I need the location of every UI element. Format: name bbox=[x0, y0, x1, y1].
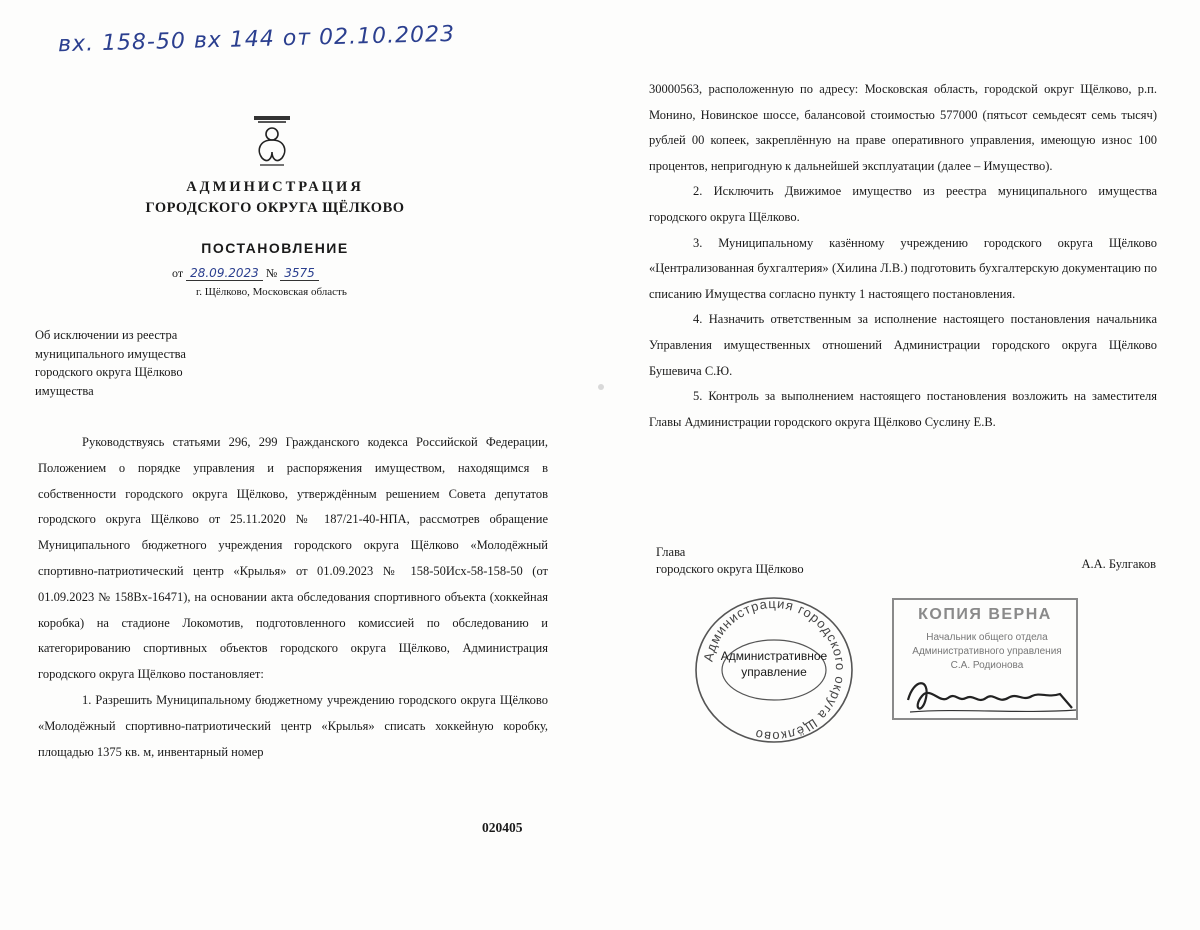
scan-artifact bbox=[598, 384, 604, 390]
subject-line: имущества bbox=[35, 383, 94, 398]
preamble-paragraph: Руководствуясь статьями 296, 299 Гражданского кодекса Российской Федерации, Положением о порядке управления и распоряжения имуществом, находящимся в собственности городского округа Щёлково, утверждённым решением Совета депутатов городского округа Щёлково от 25.11.2020 № 187/21-40-НПА, рассмотрев обращение Муниципального бюджетного учреждения городского округа Щёлково «Молодёжный спортивно-патриотический центр «Крылья» от 01.09.2023 № 158-50Исх-58-158-50 (от 01.09.2023 № 158Вх-16471), на основании акта обследования спортивного объекта (хоккейная коробка) на стадионе Локомотив, подготовленного комиссией по обследованию и категорированию спортивных объектов городского округа Щёлково, Администрация городского округа Щёлково постановляет: bbox=[38, 435, 548, 682]
document-subject bbox=[35, 326, 235, 400]
seal-center-line2: управление bbox=[741, 665, 807, 679]
number-sign: № bbox=[265, 266, 278, 280]
date-prefix: от bbox=[172, 266, 184, 280]
seal-ring-text: Администрация городского округа Щёлково bbox=[700, 595, 849, 745]
official-seal bbox=[692, 594, 856, 746]
org-title-line2: ГОРОДСКОГО ОКРУГА ЩЁЛКОВО bbox=[145, 200, 405, 216]
item-5-paragraph: 5. Контроль за выполнением настоящего постановления возложить на заместителя Главы Администрации городского округа Щёлково Суслину Е.В. bbox=[649, 389, 1157, 429]
body-left-column bbox=[38, 430, 548, 765]
seal-center-text bbox=[720, 648, 828, 680]
municipal-emblem-icon bbox=[250, 116, 294, 168]
handwritten-signature-icon bbox=[900, 668, 1080, 728]
subject-line: городского округа Щёлково bbox=[35, 365, 183, 379]
document-type: ПОСТАНОВЛЕНИЕ bbox=[201, 240, 349, 256]
seal-center-line1: Административное bbox=[720, 649, 828, 663]
page-code: 020405 bbox=[482, 820, 523, 835]
item-1-continuation: 30000563, расположенную по адресу: Московская область, городской округ Щёлково, р.п. Монино, Новинское шоссе, балансовой стоимостью 577000 (пятьсот семьдесят семь тысяч) рублей 00 копеек, закреплённую на праве оперативного управления, имеющую износ 100 процентов, непригодную к дальнейшей эксплуатации (далее – Имущество). bbox=[649, 82, 1157, 173]
signature-block bbox=[656, 544, 1156, 578]
document-place: г. Щёлково, Московская область bbox=[196, 286, 347, 298]
item-1-paragraph: 1. Разрешить Муниципальному бюджетному учреждению городского округа Щёлково «Молодёжный спортивно-патриотический центр «Крылья» списать хоккейную коробку, площадью 1375 кв. м, инвентарный номер bbox=[38, 692, 548, 759]
stamp-line-3: С.А. Родионова bbox=[950, 660, 1024, 671]
subject-line: Об исключении из реестра bbox=[35, 328, 178, 342]
date-number-line bbox=[172, 266, 319, 281]
org-title bbox=[130, 177, 420, 219]
stamp-title: КОПИЯ ВЕРНА bbox=[918, 606, 1052, 623]
body-right-column bbox=[649, 77, 1157, 435]
signer-title-line2: городского округа Щёлково bbox=[656, 562, 804, 576]
handwritten-registration-note: вх. 158-50 вх 144 от 02.10.2023 bbox=[57, 21, 456, 58]
stamp-line-2: Административного управления bbox=[912, 646, 1062, 657]
org-title-line1: АДМИНИСТРАЦИЯ bbox=[186, 179, 364, 195]
signer-title-line1: Глава bbox=[656, 545, 686, 559]
subject-line: муниципального имущества bbox=[35, 346, 186, 361]
document-date: 28.09.2023 bbox=[186, 266, 263, 281]
item-3-paragraph: 3. Муниципальному казённому учреждению городского округа Щёлково «Централизованная бухгалтерия» (Хилина Л.В.) подготовить бухгалтерскую документацию по списанию Имущества согласно пункту 1 настоящего постановления. bbox=[649, 235, 1157, 301]
item-4-paragraph: 4. Назначить ответственным за исполнение настоящего постановления начальника Управления имущественных отношений Администрации городского округа Щёлково Бушевича С.Ю. bbox=[649, 312, 1157, 378]
signer-name: А.А. Булгаков bbox=[1081, 557, 1156, 571]
stamp-line-1: Начальник общего отдела bbox=[926, 632, 1048, 643]
item-2-paragraph: 2. Исключить Движимое имущество из реестра муниципального имущества городского округа Щёлково. bbox=[649, 184, 1157, 224]
document-number: 3575 bbox=[280, 266, 319, 281]
